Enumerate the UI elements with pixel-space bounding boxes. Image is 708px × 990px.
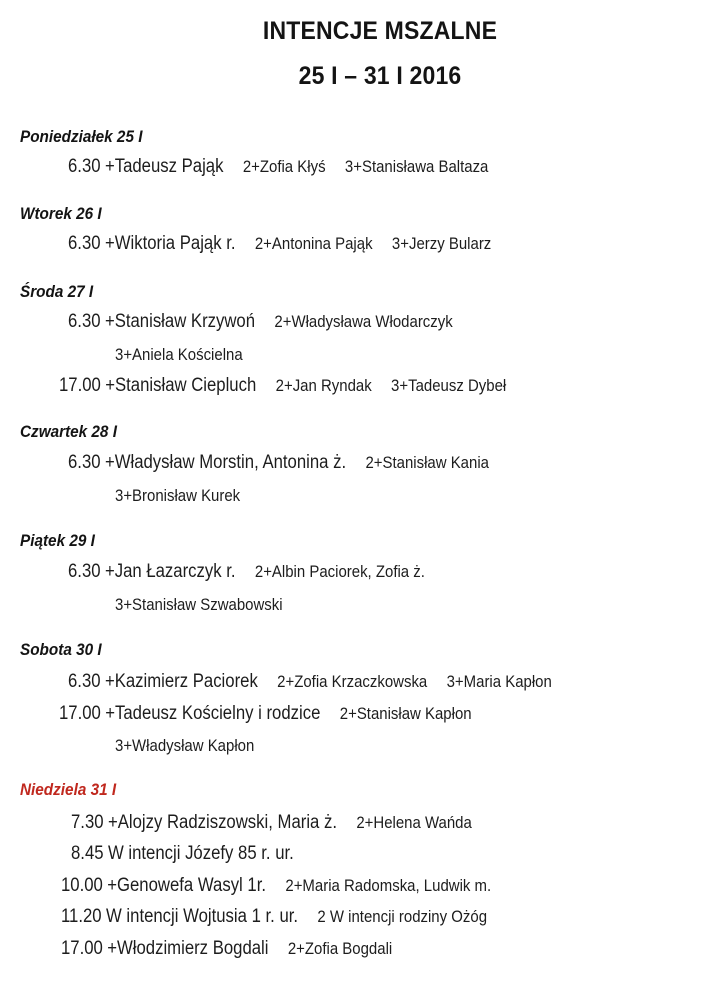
mass-time: 17.00 [61,938,103,959]
intention: 2+Stanisław Kania [365,453,489,472]
intention: W intencji Wojtusia 1 r. ur. [106,906,299,927]
intention: +Alojzy Radziszowski, Maria ż. [107,812,337,833]
intention: +Wiktoria Pająk r. [104,233,236,254]
mass-time: 8.45 [71,843,104,864]
mass-time: 7.30 [71,812,104,833]
mass-line [68,233,491,255]
mass-line [68,156,488,178]
day-heading-sunday: Niedziela 31 I [20,780,117,799]
intention: 3+Władysław Kapłon [115,736,255,755]
mass-line [61,906,487,928]
mass-time: 17.00 [59,375,101,396]
mass-time: 6.30 [68,311,101,332]
intention: 2+Maria Radomska, Ludwik m. [285,876,492,895]
mass-line [68,671,552,693]
intention: 2+Helena Wańda [356,813,472,832]
mass-line [59,375,506,397]
day-heading-thursday: Czwartek 28 I [20,422,117,441]
intention: +Stanisław Krzywoń [104,311,256,332]
mass-line [61,875,491,897]
intention: 2+Jan Ryndak [275,376,372,395]
mass-line [68,452,489,474]
intention: 2 W intencji rodziny Ożóg [317,907,488,926]
intention: 2+Stanisław Kapłon [339,704,472,723]
mass-time: 6.30 [68,233,101,254]
mass-time: 6.30 [68,561,101,582]
intention: 2+Władysława Włodarczyk [274,312,453,331]
intention: +Tadeusz Kościelny i rodzice [105,703,321,724]
day-heading-tuesday: Wtorek 26 I [20,204,102,223]
mass-continuation [115,485,240,507]
intention: 3+Bronisław Kurek [115,486,241,505]
intention: +Jan Łazarczyk r. [104,561,236,582]
mass-line [71,843,294,865]
intention: W intencji Józefy 85 r. ur. [107,843,294,864]
mass-line [71,812,472,834]
mass-continuation [115,344,243,366]
day-heading-monday: Poniedziałek 25 I [20,127,143,146]
date-range: 25 I – 31 I 2016 [298,62,462,90]
intention: +Kazimierz Paciorek [104,671,258,692]
mass-continuation [115,594,283,616]
intention: 2+Albin Paciorek, Zofia ż. [254,562,425,581]
intention: +Władysław Morstin, Antonina ż. [104,452,347,473]
intention: +Włodzimierz Bogdali [107,938,269,959]
intention: 3+Maria Kapłon [446,672,552,691]
day-heading-saturday: Sobota 30 I [20,640,102,659]
intention: 2+Antonina Pająk [254,234,373,253]
intention: 2+Zofia Kłyś [242,157,326,176]
mass-time: 6.30 [68,452,101,473]
mass-line [68,561,425,583]
intention: +Tadeusz Pająk [104,156,224,177]
intention: 2+Zofia Krzaczkowska [277,672,428,691]
mass-line [61,938,392,960]
intention: 3+Stanisława Baltaza [344,157,489,176]
intention: 3+Aniela Kościelna [115,345,243,364]
intention: 3+Jerzy Bularz [391,234,492,253]
mass-time: 6.30 [68,156,101,177]
intention: 2+Zofia Bogdali [287,939,393,958]
intention: +Stanisław Ciepluch [105,375,257,396]
mass-time: 11.20 [61,906,102,927]
mass-continuation [115,735,254,757]
mass-time: 10.00 [61,875,103,896]
day-heading-friday: Piątek 29 I [20,531,95,550]
mass-time: 17.00 [59,703,101,724]
intention: 3+Stanisław Szwabowski [115,595,283,614]
mass-time: 6.30 [68,671,101,692]
page-title: INTENCJE MSZALNE [262,17,498,45]
intention: 3+Tadeusz Dybeł [391,376,507,395]
mass-line [68,311,453,333]
mass-line [59,703,472,725]
day-heading-wednesday: Środa 27 I [20,282,94,301]
intention: +Genowefa Wasyl 1r. [107,875,267,896]
